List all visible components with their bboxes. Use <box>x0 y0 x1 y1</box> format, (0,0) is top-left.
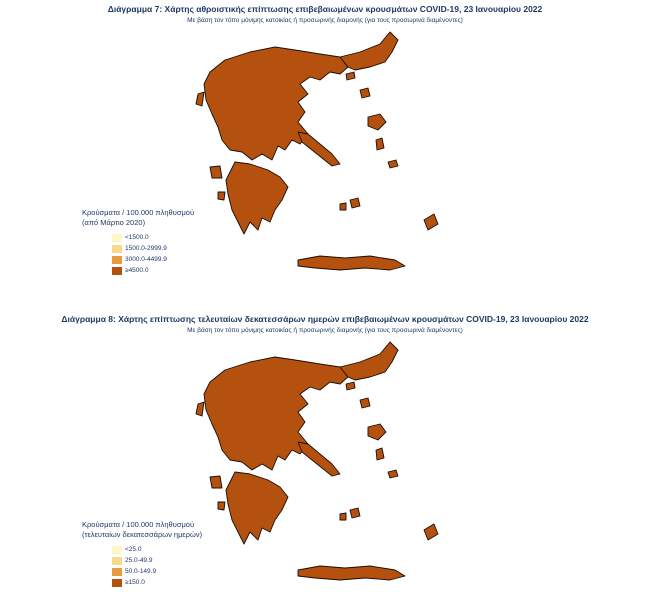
legend-swatch <box>112 234 122 242</box>
legend-swatch <box>112 256 122 264</box>
legend-item: ≥4500.0 <box>112 265 194 276</box>
peloponnese-region <box>226 162 288 234</box>
mainland-region <box>204 47 348 160</box>
lemnos-island <box>360 398 370 408</box>
crete-island <box>298 256 405 270</box>
kefalonia-island <box>210 166 222 178</box>
thasos-island <box>346 382 355 390</box>
map-subtitle: Με βάση τον τόπο μόνιμης κατοικίας ή προσωρινής διαμονής (για τους προσωρινά διαμένοντες) <box>187 17 463 24</box>
map-title: Διάγραμμα 8: Χάρτης επίπτωσης τελευταίων δεκατεσσάρων ημερών επιβεβαιωμένων κρουσμάτων COVID-19, 23 Ιανουαρίου 2022 <box>61 314 589 324</box>
thrace-region <box>340 342 398 380</box>
samos-island <box>388 470 398 478</box>
legend-swatch <box>112 546 122 554</box>
greece-map <box>180 22 470 300</box>
map-title: Διάγραμμα 7: Χάρτης αθροιστικής επίπτωσης επιβεβαιωμένων κρουσμάτων COVID-19, 23 Ιανουαρίου 2022 <box>107 4 543 14</box>
legend-item: 3000.0-4499.9 <box>112 254 194 265</box>
chios-island <box>376 448 384 460</box>
corfu-island <box>196 92 204 106</box>
evia-island <box>298 132 340 166</box>
map-legend <box>82 208 194 276</box>
legend-subtitle: (τελευταίων δεκατεσσάρων ημερών) <box>82 530 203 539</box>
crete-island <box>298 566 405 580</box>
kefalonia-island <box>210 476 222 488</box>
legend-subtitle: (από Μάρτιο 2020) <box>82 218 146 227</box>
rhodes-island <box>424 214 438 230</box>
legend-swatch <box>112 245 122 253</box>
chios-island <box>376 138 384 150</box>
thrace-region <box>340 32 398 70</box>
naxos-island <box>350 508 360 518</box>
legend-item: <1500.0 <box>112 232 194 243</box>
legend-item: ≥150.0 <box>112 577 202 588</box>
legend-swatch <box>112 579 122 587</box>
thasos-island <box>346 72 355 80</box>
map-subtitle: Με βάση τον τόπο μόνιμης κατοικίας ή προσωρινής διαμονής (για τους προσωρινά διαμένοντες) <box>187 327 463 334</box>
legend-item: 1500.0-2999.9 <box>112 243 194 254</box>
map-panel-14days <box>0 310 650 610</box>
samos-island <box>388 160 398 168</box>
rhodes-island <box>424 524 438 540</box>
naxos-island <box>350 198 360 208</box>
legend-item: 25.0-49.9 <box>112 555 202 566</box>
map-panel-cumulative <box>0 0 650 300</box>
paros-island <box>340 513 346 520</box>
legend-swatch <box>112 557 122 565</box>
zakynthos-island <box>218 502 225 510</box>
peloponnese-region <box>226 472 288 544</box>
legend-swatch <box>112 568 122 576</box>
lemnos-island <box>360 88 370 98</box>
mainland-region <box>204 357 348 470</box>
lesvos-island <box>368 114 386 130</box>
legend-title: Κρούσματα / 100.000 πληθυσμού <box>82 208 195 217</box>
legend-item: <25.0 <box>112 544 202 555</box>
map-legend <box>82 520 202 588</box>
evia-island <box>298 442 340 476</box>
legend-swatch <box>112 267 122 275</box>
zakynthos-island <box>218 192 225 200</box>
corfu-island <box>196 402 204 416</box>
paros-island <box>340 203 346 210</box>
lesvos-island <box>368 424 386 440</box>
legend-title: Κρούσματα / 100.000 πληθυσμού <box>82 520 195 529</box>
greece-map <box>180 332 470 610</box>
legend-item: 50.0-149.9 <box>112 566 202 577</box>
